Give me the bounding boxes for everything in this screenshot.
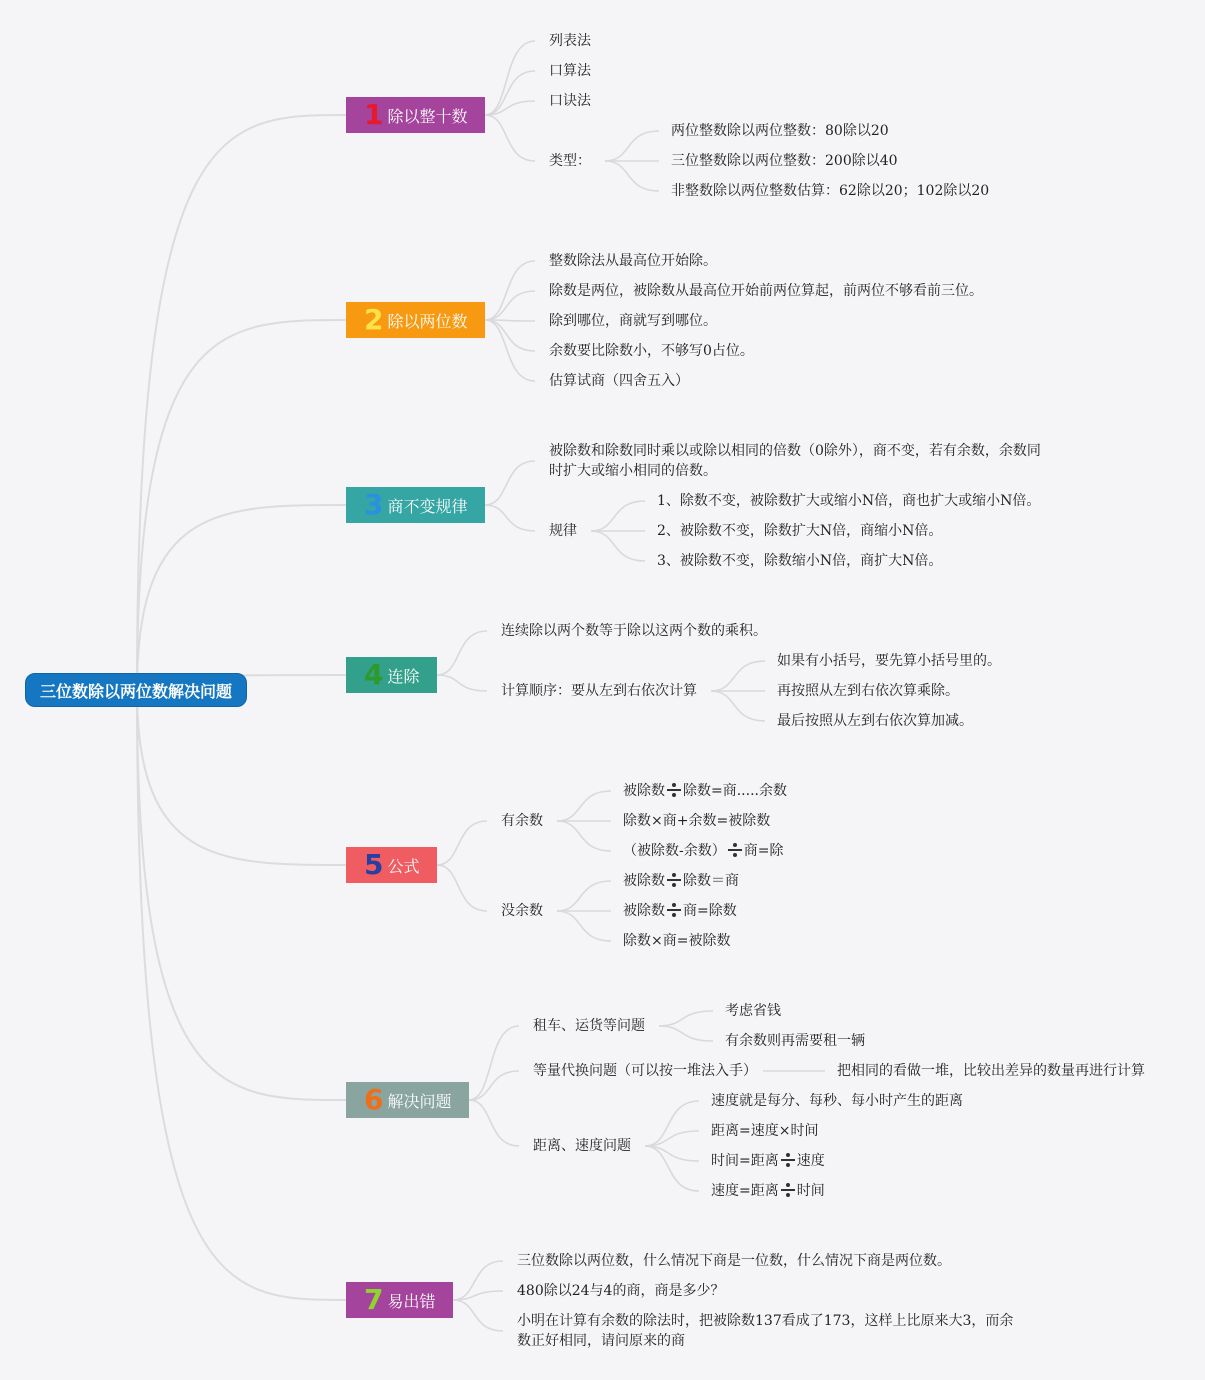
detail-connector bbox=[557, 821, 611, 851]
subtopic-item[interactable]: 类型： bbox=[549, 153, 591, 169]
branch-label: 易出错 bbox=[387, 1291, 436, 1311]
detail-item[interactable]: 1、除数不变，被除数扩大或缩小N倍，商也扩大或缩小N倍。 bbox=[657, 493, 1041, 509]
subtopic-item[interactable]: 连续除以两个数等于除以这两个数的乘积。 bbox=[501, 623, 767, 639]
branch-connector bbox=[137, 690, 346, 1100]
detail-connector bbox=[605, 131, 659, 161]
subtopic-connector bbox=[453, 1300, 503, 1331]
subtopic-item[interactable]: 估算试商（四舍五入） bbox=[549, 373, 689, 389]
subtopic-item[interactable]: 规律 bbox=[549, 523, 577, 539]
detail-item[interactable]: 被除数 除数=商.....余数 bbox=[623, 783, 787, 799]
detail-item[interactable]: 两位整数除以两位整数：80除以20 bbox=[671, 123, 889, 139]
branch-topic-4[interactable] bbox=[346, 657, 437, 693]
subtopic-item[interactable]: 距离、速度问题 bbox=[533, 1138, 631, 1154]
detail-item[interactable]: 被除数 商=除数 bbox=[623, 903, 737, 919]
detail-item[interactable]: 把相同的看做一堆，比较出差异的数量再进行计算 bbox=[837, 1063, 1145, 1079]
subtopic-connector bbox=[469, 1026, 519, 1100]
subtopic-item[interactable]: 三位数除以两位数，什么情况下商是一位数，什么情况下商是两位数。 bbox=[517, 1253, 951, 1269]
subtopic-connector bbox=[437, 631, 487, 675]
branch-topic-1[interactable] bbox=[346, 97, 485, 133]
subtopic-connector bbox=[469, 1100, 519, 1146]
subtopic-connector bbox=[485, 41, 535, 115]
detail-connector bbox=[591, 531, 645, 561]
branch-label: 解决问题 bbox=[387, 1091, 452, 1111]
branch-number: 1 bbox=[364, 98, 384, 131]
detail-item[interactable]: （被除数-余数） 商=除 bbox=[623, 843, 784, 859]
subtopic-item[interactable]: 租车、运货等问题 bbox=[533, 1018, 645, 1034]
branch-label: 连除 bbox=[387, 666, 420, 686]
subtopic-item[interactable]: 有余数 bbox=[501, 813, 543, 829]
detail-item[interactable]: 非整数除以两位整数估算：62除以20；102除以20 bbox=[671, 183, 990, 199]
detail-item[interactable]: 最后按照从左到右依次算加减。 bbox=[777, 713, 973, 729]
branch-topic-5[interactable] bbox=[346, 847, 437, 883]
divide-icon bbox=[781, 1153, 795, 1167]
detail-connector bbox=[557, 881, 611, 911]
subtopic-item[interactable]: 口算法 bbox=[549, 63, 591, 79]
detail-item[interactable]: 除数×商=被除数 bbox=[623, 933, 731, 949]
root-topic[interactable] bbox=[25, 673, 247, 707]
branch-connector bbox=[137, 115, 346, 690]
root-topic-label: 三位数除以两位数解决问题 bbox=[39, 681, 232, 701]
branch-number: 4 bbox=[364, 658, 384, 691]
subtopic-item[interactable]: 没余数 bbox=[501, 903, 543, 919]
detail-item[interactable]: 再按照从左到右依次算乘除。 bbox=[777, 683, 959, 699]
subtopic-connector bbox=[485, 115, 535, 161]
detail-item[interactable]: 3、被除数不变，除数缩小N倍，商扩大N倍。 bbox=[657, 553, 943, 569]
detail-item[interactable]: 除数×商+余数=被除数 bbox=[623, 813, 771, 829]
subtopic-connector bbox=[485, 71, 535, 115]
divide-icon bbox=[667, 783, 681, 797]
subtopic-item[interactable]: 除到哪位，商就写到哪位。 bbox=[549, 313, 717, 329]
branch-topic-2[interactable] bbox=[346, 302, 485, 338]
divide-icon bbox=[728, 843, 742, 857]
detail-connector bbox=[605, 161, 659, 191]
subtopic-item[interactable]: 整数除法从最高位开始除。 bbox=[549, 253, 717, 269]
detail-connector bbox=[711, 691, 765, 721]
subtopic-connector bbox=[485, 320, 535, 351]
branch-topic-3[interactable] bbox=[346, 487, 485, 523]
divide-icon bbox=[781, 1183, 795, 1197]
subtopic-connector bbox=[485, 261, 535, 320]
detail-connector bbox=[659, 1011, 713, 1026]
subtopic-connector bbox=[437, 865, 487, 911]
branch-number: 3 bbox=[364, 488, 384, 521]
subtopic-item[interactable]: 余数要比除数小，不够写0占位。 bbox=[549, 343, 754, 359]
subtopic-connector bbox=[485, 505, 535, 531]
subtopic-item[interactable]: 小明在计算有余数的除法时，把被除数137看成了173，这样上比原来大3，而余数正好相同，请问原来的商 bbox=[517, 1313, 1014, 1349]
detail-item[interactable]: 三位整数除以两位整数：200除以40 bbox=[671, 153, 898, 169]
detail-item[interactable]: 时间=距离 速度 bbox=[711, 1153, 825, 1169]
subtopic-item[interactable]: 除数是两位，被除数从最高位开始前两位算起，前两位不够看前三位。 bbox=[549, 283, 983, 299]
detail-connector bbox=[557, 791, 611, 821]
branch-label: 商不变规律 bbox=[387, 496, 468, 516]
branch-topic-6[interactable] bbox=[346, 1082, 469, 1118]
detail-item[interactable]: 速度=距离 时间 bbox=[711, 1183, 825, 1199]
branch-number: 6 bbox=[364, 1083, 384, 1116]
subtopic-item[interactable]: 480除以24与4的商，商是多少？ bbox=[517, 1283, 725, 1299]
divide-icon bbox=[667, 903, 681, 917]
subtopic-connector bbox=[469, 1071, 519, 1100]
detail-item[interactable]: 考虑省钱 bbox=[725, 1003, 781, 1019]
detail-connector bbox=[591, 501, 645, 531]
detail-item[interactable]: 有余数则再需要租一辆 bbox=[725, 1033, 865, 1049]
subtopic-item[interactable]: 列表法 bbox=[549, 33, 591, 49]
subtopic-item[interactable]: 计算顺序：要从左到右依次计算 bbox=[501, 683, 697, 699]
branch-label: 公式 bbox=[387, 856, 420, 876]
detail-connector bbox=[711, 661, 765, 691]
branch-connector bbox=[137, 505, 346, 690]
detail-item[interactable]: 2、被除数不变，除数扩大N倍，商缩小N倍。 bbox=[657, 523, 943, 539]
detail-item[interactable]: 速度就是每分、每秒、每小时产生的距离 bbox=[711, 1093, 963, 1109]
branch-label: 除以整十数 bbox=[387, 106, 468, 126]
branch-number: 7 bbox=[364, 1283, 384, 1316]
branch-number: 5 bbox=[364, 848, 384, 881]
branch-label: 除以两位数 bbox=[387, 311, 468, 331]
detail-connector bbox=[645, 1146, 699, 1191]
detail-item[interactable]: 被除数 除数＝商 bbox=[623, 873, 739, 889]
subtopic-item[interactable]: 等量代换问题（可以按一堆法入手） bbox=[533, 1063, 757, 1079]
subtopic-item[interactable]: 口诀法 bbox=[549, 93, 591, 109]
divide-icon bbox=[667, 873, 681, 887]
detail-connector bbox=[557, 911, 611, 941]
subtopic-connector bbox=[485, 291, 535, 320]
detail-item[interactable]: 如果有小括号，要先算小括号里的。 bbox=[777, 653, 1001, 669]
subtopic-item[interactable]: 被除数和除数同时乘以或除以相同的倍数（0除外），商不变，若有余数，余数同时扩大或缩小相同的倍数。 bbox=[549, 443, 1041, 479]
subtopic-connector bbox=[437, 821, 487, 865]
detail-item[interactable]: 距离=速度×时间 bbox=[711, 1123, 819, 1139]
branch-connector bbox=[137, 690, 346, 865]
detail-connector bbox=[645, 1101, 699, 1146]
branch-topic-7[interactable] bbox=[346, 1282, 453, 1318]
detail-connector bbox=[659, 1026, 713, 1041]
subtopic-connector bbox=[485, 461, 535, 505]
branch-number: 2 bbox=[364, 303, 384, 336]
subtopic-connector bbox=[437, 675, 487, 691]
